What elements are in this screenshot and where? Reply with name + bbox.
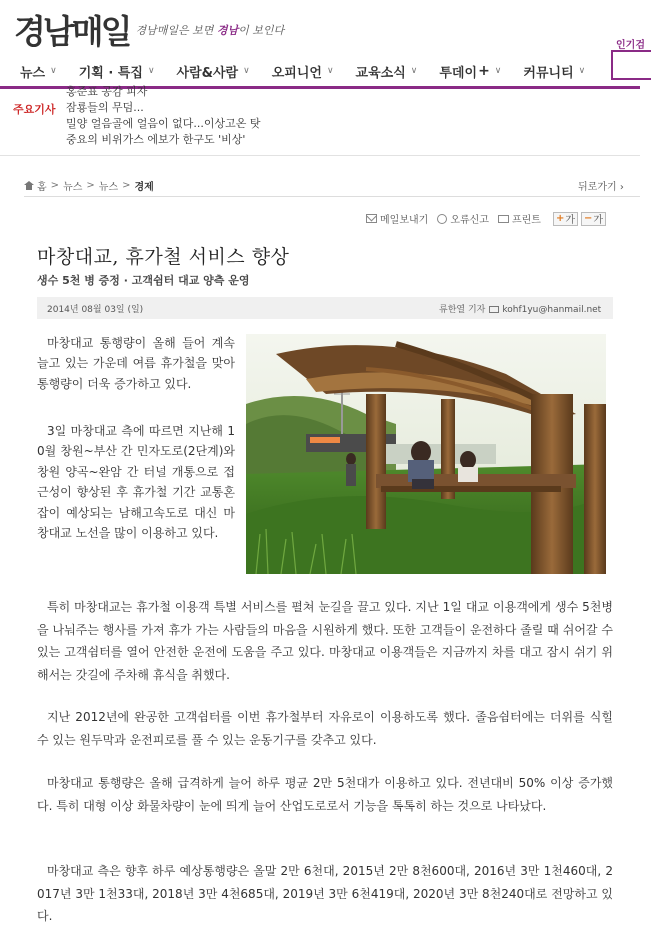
ticker-item[interactable]: 밀양 얼음골에 얼음이 없다...이상고온 탓	[66, 117, 261, 130]
article-subtitle: 생수 5천 병 증정 · 고객쉼터 대교 양측 운영	[37, 274, 250, 287]
chevron-down-icon: ∨	[494, 66, 502, 76]
author-name: 류한열 기자	[439, 305, 486, 315]
chevron-down-icon: ∨	[578, 66, 586, 76]
breadcrumb: 홈 > 뉴스 > 뉴스 > 경제	[24, 178, 154, 193]
headline-ticker-label: 주요기사	[13, 103, 56, 116]
report-error-button[interactable]: 오류신고	[437, 211, 489, 226]
chevron-down-icon: ∨	[326, 66, 334, 76]
font-increase-button[interactable]: + 가	[553, 212, 578, 226]
article-meta	[37, 297, 613, 319]
article-paragraph: 3일 마창대교 측에 따르면 지난해 10월 창원~부산 간 민자도로(2단계)와 창원 양곡~완암 간 터널 개통으로 접근성이 향상된 후 휴가철 기간 교통혼잡이 예상되는 남해고속도로 대신 마창대교 노선을 많이 이용하고 있다.	[37, 424, 235, 541]
nav-item-opinion[interactable]: 오피니언 ∨	[271, 65, 334, 81]
ticker-item[interactable]: 잠룡들의 무덤...	[66, 101, 144, 114]
slogan: 경남매일은 보면 경남이 보인다	[135, 24, 285, 37]
nav-item-today[interactable]: 투데이 + ∨	[439, 63, 502, 81]
nav-item-education[interactable]: 교육소식 ∨	[355, 65, 418, 81]
nav-item-people[interactable]: 사람&사람 ∨	[176, 65, 250, 81]
article-paragraph: 특히 마창대교는 휴가철 이용객 특별 서비스를 펼쳐 눈길을 끌고 있다. 지난 1일 대교 이용객에게 생수 5천병을 나눠주는 행사를 가져 휴가 가는 사람들의 마음을 시원하게 했다. 또한 고객들이 운전하다 졸릴 때 쉬어갈 수 있는 고객쉼터를 열어 안전한 운전에 도움을 주고 있다. 마창대교 이용객들은 지금까지 차를 대고 잠시 쉬기 위해서는 갓길에 주차해 휴식을 취했다.	[37, 600, 613, 682]
ticker-item[interactable]: 홍준표 공감 피자	[66, 85, 148, 98]
breadcrumb-news-sub[interactable]: 뉴스	[98, 182, 119, 193]
chevron-down-icon: ∨	[147, 66, 155, 76]
article-date: 2014년 08월 03일 (일)	[47, 305, 144, 315]
article-paragraph: 마창대교 통행량이 올해 들어 계속 늘고 있는 가운데 여름 휴가철을 맞아 통행량이 더욱 증가하고 있다.	[37, 336, 235, 391]
breadcrumb-news[interactable]: 뉴스	[63, 182, 83, 193]
chevron-down-icon: ∨	[243, 66, 250, 76]
breadcrumb-current[interactable]: 경제	[134, 182, 154, 193]
mail-icon	[366, 214, 377, 223]
article-title: 마창대교, 휴가철 서비스 향상	[37, 246, 290, 268]
article-byline	[439, 302, 601, 315]
author-email[interactable]: kohf1yu@hanmail.net	[502, 305, 602, 315]
printer-icon	[498, 215, 509, 223]
breadcrumb-home[interactable]: 홈	[37, 182, 47, 193]
nav-item-community[interactable]: 커뮤니티 ∨	[523, 65, 586, 81]
divider	[0, 155, 640, 156]
ticker-item[interactable]: 중요의 비위가스 에보가 한구도 '비상'	[66, 133, 246, 146]
print-button[interactable]: 프린트	[498, 211, 541, 226]
font-decrease-button[interactable]: − 가	[581, 212, 606, 226]
chevron-down-icon: ∨	[50, 66, 57, 76]
chevron-down-icon: ∨	[410, 66, 418, 76]
divider	[24, 196, 640, 197]
home-icon	[24, 181, 34, 190]
main-nav	[0, 56, 640, 86]
logo-text: 경남매일	[14, 12, 130, 51]
nav-item-feature[interactable]: 기획 · 특집 ∨	[78, 65, 155, 81]
site-logo[interactable]	[14, 6, 284, 52]
email-article-button[interactable]: 메일보내기	[366, 211, 428, 226]
headline-ticker	[66, 85, 426, 153]
article-paragraph: 마창대교 측은 향후 하루 예상통행량은 올말 2만 6천대, 2015년 2만 8천600대, 2016년 3만 1천460대, 2017년 3만 1천33대, 2018년 3만 4천685대, 2019년 3만 6천419대, 2020년 3만 8천240대로 전망하고 있다.	[37, 864, 613, 923]
article-paragraph: 지난 2012년에 완공한 고객쉼터를 이번 휴가철부터 자유로이 이용하도록 했다. 졸음쉼터에는 더위를 식힐 수 있는 원두막과 운전피로를 풀 수 있는 운동기구를 갖추고 있다.	[37, 710, 613, 747]
article-paragraph: 마창대교 통행량은 올해 급격하게 늘어 하루 평균 2만 5천대가 이용하고 있다. 전년대비 50% 이상 증가했다. 특히 대형 이상 화물차량이 눈에 띄게 늘어 산업도로로서 기능을 톡톡히 하는 것으로 나타났다.	[37, 776, 613, 813]
popular-search-label: 인기검	[616, 40, 645, 51]
nav-item-news[interactable]: 뉴스 ∨	[20, 65, 57, 81]
mail-icon	[489, 306, 499, 313]
article-photo	[246, 334, 606, 574]
plus-icon: +	[478, 63, 490, 79]
back-link[interactable]: 뒤로가기 ›	[578, 182, 624, 193]
alert-icon	[437, 214, 447, 224]
article-toolbar	[366, 211, 606, 226]
